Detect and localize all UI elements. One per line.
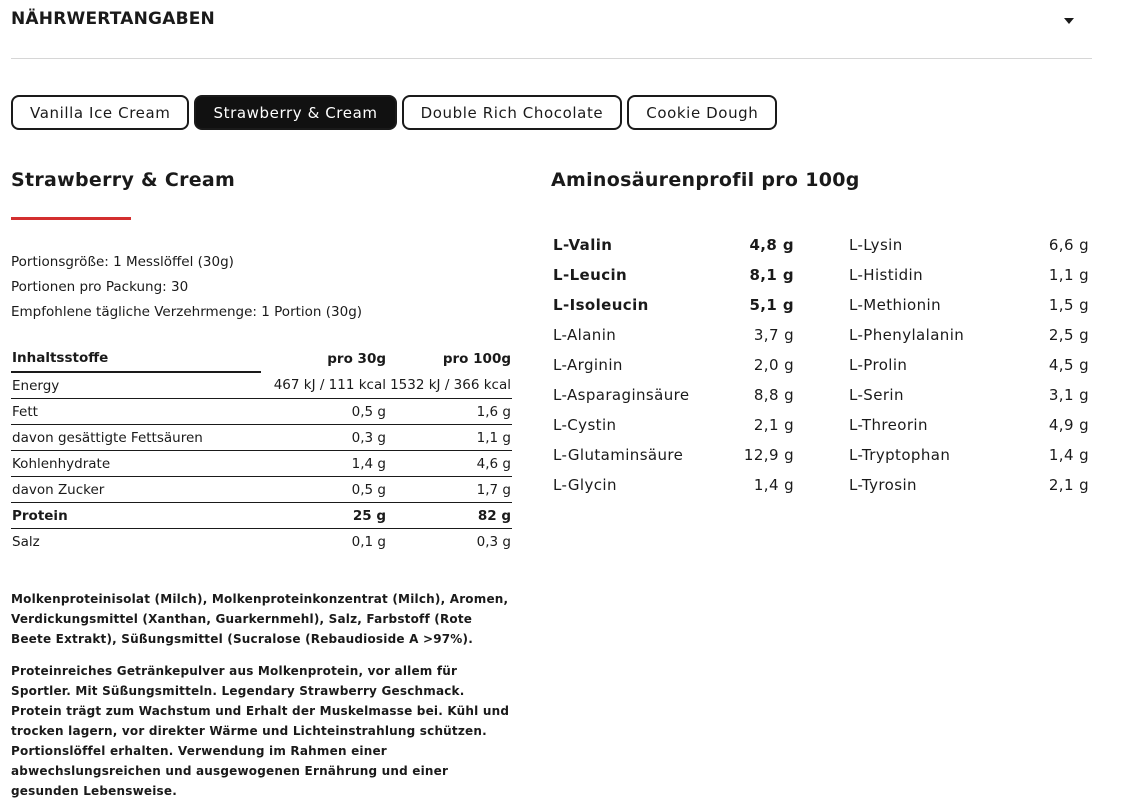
title-underline [11, 217, 131, 220]
amino-row [553, 320, 794, 350]
tab-cookie-dough[interactable]: Cookie Dough [627, 95, 777, 130]
accordion-header[interactable] [11, 0, 1092, 59]
amino-value: 3,7 g [753, 326, 794, 344]
nutrient-name: davon gesättigte Fettsäuren [11, 425, 261, 451]
amino-value: 8,1 g [749, 266, 794, 284]
column-header: pro 30g [327, 350, 386, 367]
column-header: pro 100g [442, 350, 511, 367]
column-header: Inhaltsstoffe [11, 345, 261, 372]
amino-name: L-Glycin [553, 476, 617, 494]
amino-row [553, 290, 794, 320]
amino-value: 6,6 g [1048, 236, 1089, 254]
value-per-30g: 0,5 g [261, 399, 387, 425]
amino-value: 2,1 g [753, 416, 794, 434]
amino-name: L-Lysin [849, 236, 903, 254]
amino-name: L-Cystin [553, 416, 617, 434]
amino-value: 2,0 g [753, 356, 794, 374]
nutrition-table [11, 345, 512, 554]
amino-name: L-Leucin [553, 266, 628, 284]
tab-vanilla-ice-cream[interactable]: Vanilla Ice Cream [11, 95, 189, 130]
amino-name: L-Tryptophan [849, 446, 951, 464]
amino-row [553, 230, 794, 260]
amino-column-left [553, 230, 794, 500]
nutrient-name: Energy [11, 372, 261, 399]
amino-row [553, 350, 794, 380]
section-title: NÄHRWERTANGABEN [11, 9, 215, 29]
amino-value: 1,4 g [753, 476, 794, 494]
nutrient-name: Fett [11, 399, 261, 425]
amino-name: L-Arginin [553, 356, 623, 374]
value-per-100g: 1532 kJ / 366 kcal [387, 372, 512, 399]
tab-double-rich-chocolate[interactable]: Double Rich Chocolate [402, 95, 623, 130]
product-title: Strawberry & Cream [11, 169, 236, 191]
amino-value: 4,5 g [1048, 356, 1089, 374]
amino-value: 4,9 g [1048, 416, 1089, 434]
amino-name: L-Methionin [849, 296, 941, 314]
amino-name: L-Phenylalanin [849, 326, 965, 344]
amino-name: L-Serin [849, 386, 904, 404]
amino-row [553, 440, 794, 470]
amino-value: 4,8 g [749, 236, 794, 254]
value-per-30g: 467 kJ / 111 kcal [261, 372, 387, 399]
value-per-30g: 25 g [261, 503, 387, 529]
portions-per-pack: Portionen pro Packung: 30 [11, 279, 189, 295]
value-per-100g: 1,7 g [387, 477, 512, 503]
value-per-100g: 1,6 g [387, 399, 512, 425]
amino-name: L-Tyrosin [849, 476, 917, 494]
amino-row [849, 470, 1089, 500]
recommended-intake: Empfohlene tägliche Verzehrmenge: 1 Portion (30g) [11, 304, 363, 320]
nutrient-name: Salz [12, 533, 40, 550]
value-per-30g: 0,1 g [351, 533, 386, 550]
table-row [11, 425, 512, 451]
value-per-100g: 82 g [387, 503, 512, 529]
tab-strawberry-cream[interactable]: Strawberry & Cream [194, 95, 396, 130]
amino-value: 2,5 g [1048, 326, 1089, 344]
amino-name: L-Isoleucin [553, 296, 649, 314]
table-header-row [11, 345, 512, 372]
amino-value: 8,8 g [753, 386, 794, 404]
value-per-30g: 1,4 g [261, 451, 387, 477]
nutrient-name: Protein [11, 503, 261, 529]
product-description: Proteinreiches Getränkepulver aus Molkenprotein, vor allem für Sportler. Mit Süßungsmitteln. Legendary Strawberry Geschmack. Protein trägt zum Wachstum und Erhalt der Muskelmasse bei. Kühl und trocken lagern, vor direkter Wärme und Lichteinstrahlung schützen. Portionslöffel erhalten. Verwendung im Rahmen einer abwechslungsreichen und ausgewogenen Ernährung und einer gesunden Lebensweise. [11, 664, 510, 798]
amino-row [849, 260, 1089, 290]
amino-value: 12,9 g [743, 446, 794, 464]
amino-name: L-Alanin [553, 326, 617, 344]
amino-name: L-Valin [553, 236, 613, 254]
table-row [11, 451, 512, 477]
amino-profile-title: Aminosäurenprofil pro 100g [551, 169, 860, 191]
amino-value: 1,5 g [1048, 296, 1089, 314]
amino-value: 5,1 g [749, 296, 794, 314]
amino-value: 2,1 g [1048, 476, 1089, 494]
amino-row [849, 320, 1089, 350]
amino-row [849, 410, 1089, 440]
flavor-tabs [11, 95, 777, 130]
amino-row [849, 380, 1089, 410]
amino-value: 1,1 g [1048, 266, 1089, 284]
amino-row [849, 350, 1089, 380]
amino-column-right [849, 230, 1089, 500]
amino-row [849, 290, 1089, 320]
amino-row [553, 410, 794, 440]
value-per-100g: 1,1 g [387, 425, 512, 451]
amino-row [849, 440, 1089, 470]
amino-row [553, 470, 794, 500]
value-per-30g: 0,3 g [261, 425, 387, 451]
ingredients-text: Molkenproteinisolat (Milch), Molkenproteinkonzentrat (Milch), Aromen, Verdickungsmittel (Xanthan, Guarkernmehl), Salz, Farbstoff (Rote Beete Extrakt), Süßungsmittel (Sucralose (Rebaudioside A >97%). [11, 592, 509, 646]
table-row [11, 399, 512, 425]
amino-value: 1,4 g [1048, 446, 1089, 464]
amino-row [553, 260, 794, 290]
amino-name: L-Asparaginsäure [553, 386, 690, 404]
chevron-down-icon[interactable] [1064, 18, 1074, 24]
amino-name: L-Prolin [849, 356, 908, 374]
value-per-100g: 4,6 g [387, 451, 512, 477]
table-row [11, 372, 512, 399]
value-per-30g: 0,5 g [261, 477, 387, 503]
nutrient-name: Kohlenhydrate [11, 451, 261, 477]
value-per-100g: 0,3 g [476, 533, 511, 550]
nutrient-name: davon Zucker [11, 477, 261, 503]
amino-row [849, 230, 1089, 260]
amino-value: 3,1 g [1048, 386, 1089, 404]
amino-name: L-Histidin [849, 266, 924, 284]
amino-name: L-Threorin [849, 416, 928, 434]
amino-row [553, 380, 794, 410]
amino-name: L-Glutaminsäure [553, 446, 684, 464]
table-row [11, 529, 512, 555]
portion-size: Portionsgröße: 1 Messlöffel (30g) [11, 254, 234, 270]
table-row [11, 477, 512, 503]
table-row [11, 503, 512, 529]
